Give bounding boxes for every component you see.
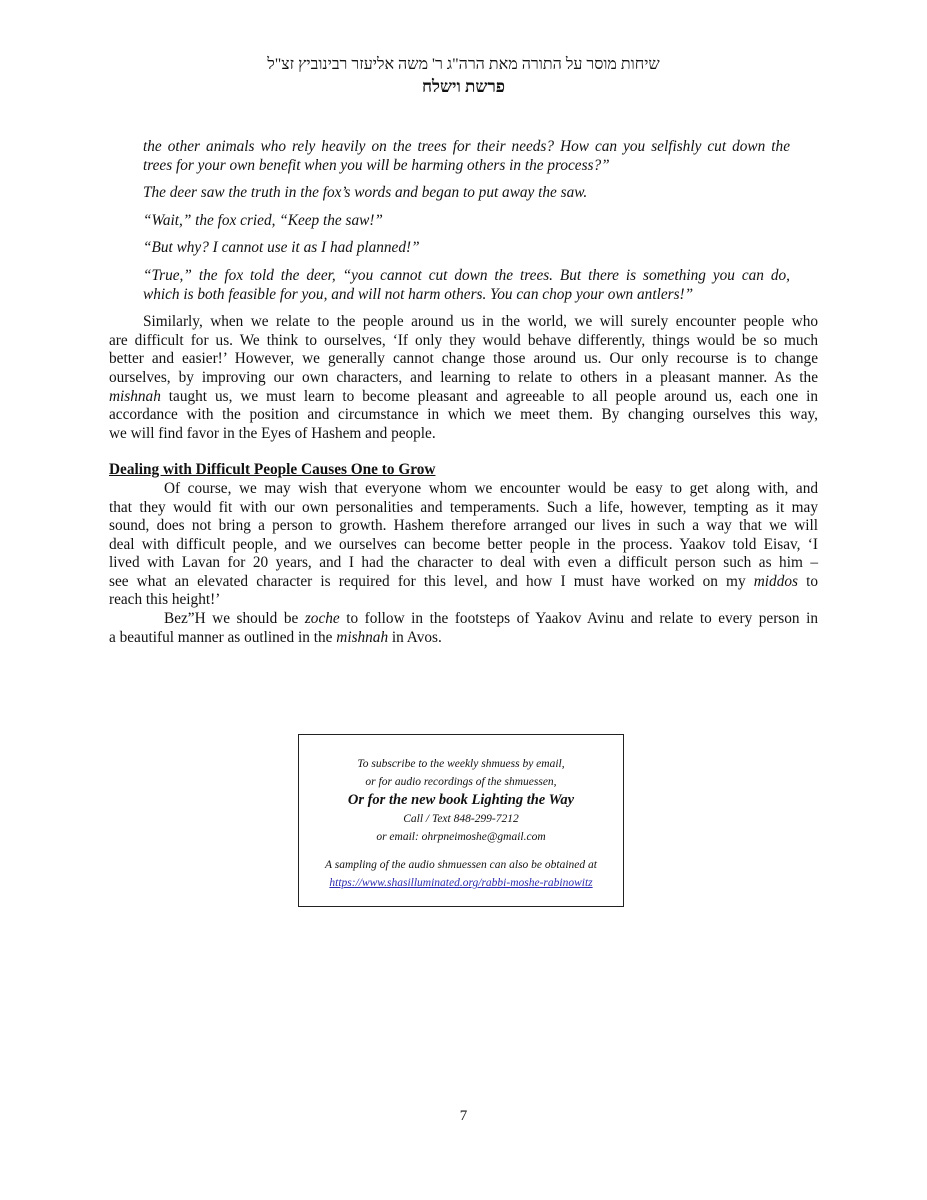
story-paragraph [109,138,818,175]
body-text [109,138,818,647]
text-line: “Wait,” the fox cried, “Keep the saw!” [143,211,383,229]
audio-link[interactable]: https://www.shasilluminated.org/rabbi-moshe-rabinowitz [329,877,593,889]
text-line: Similarly, when we relate to the people around us in the world, we will surely encounter people who [143,313,818,331]
story-paragraph [109,184,818,203]
story-paragraph [109,212,818,231]
text-line: that they would fit with our own personalities and temperaments. Such a life, however, tempting as it may [109,498,818,516]
header-title: שיחות מוסר על התורה מאת הרה"ג ר' משה אליעזר רבינוביץ זצ"ל [267,56,660,73]
text-line: reach this height!’ [109,591,221,609]
paragraph-similarly [109,313,818,443]
paragraph-of-course [109,480,818,610]
page-number: 7 [459,1108,468,1124]
text-line: accordance with the position and circumstance in which we meet them. By changing ourselves this way, [109,406,818,424]
text-line: “But why? I cannot use it as I had planned!” [143,239,420,257]
text-line: “True,” the fox told the deer, “you cannot cut down the trees. But there is something you can do, [143,266,790,284]
text-line: trees for your own benefit when you will be harming others in the process?” [143,156,610,174]
subscribe-box [298,734,624,907]
text-line: ourselves, by improving our own characters, and learning to relate to others in a pleasant manner. As the [109,368,818,386]
text-line: Bez”H we should be zoche to follow in the footsteps of Yaakov Avinu and relate to every person in [164,610,818,628]
text-line: mishnah taught us, we must learn to become pleasant and agreeable to all people around us, each one in [109,387,818,405]
box-line: or for audio recordings of the shmuessen, [365,776,557,788]
box-line: To subscribe to the weekly shmuess by email, [357,758,565,770]
text-line: see what an elevated character is required for this level, and how I must have worked on my middos to [109,572,818,590]
header-parsha: פרשת וישלח [421,77,506,96]
email-line: or email: ohrpneimoshe@gmail.com [376,831,546,843]
section-heading: Dealing with Difficult People Causes One to Grow [109,461,436,479]
text-line: we will find favor in the Eyes of Hashem and people. [109,424,436,442]
story-paragraph [109,267,818,304]
text-line: the other animals who rely heavily on the trees for their needs? How can you selfishly cut down the [143,138,790,155]
book-promo: Or for the new book Lighting the Way [347,792,575,808]
text-line: better and easier!’ However, we generally cannot change those around us. Our only recourse is to change [109,350,818,368]
text-line: lived with Lavan for 20 years, and I had the character to deal with even a difficult person such as him – [109,554,818,572]
text-line: a beautiful manner as outlined in the mishnah in Avos. [109,628,442,646]
box-line: A sampling of the audio shmuessen can also be obtained at [325,859,597,871]
text-line: Of course, we may wish that everyone whom we encounter would be easy to get along with, and [164,479,818,497]
phone-line: Call / Text 848-299-7212 [403,813,519,825]
text-line: which is both feasible for you, and will not harm others. You can chop your own antlers!” [143,285,694,303]
story-block [109,138,818,304]
text-line: The deer saw the truth in the fox’s words and began to put away the saw. [143,184,588,202]
story-paragraph [109,239,818,258]
text-line: are difficult for us. We think to ourselves, ‘If only they would behave differently, things would be so much [109,331,818,349]
paragraph-bezh [109,610,818,647]
text-line: deal with difficult people, and we ourselves can become better people in the process. Yaakov told Eisav, ‘I [109,535,818,553]
text-line: sound, does not bring a person to growth. Hashem therefore arranged our lives in such a way that we will [109,517,818,535]
